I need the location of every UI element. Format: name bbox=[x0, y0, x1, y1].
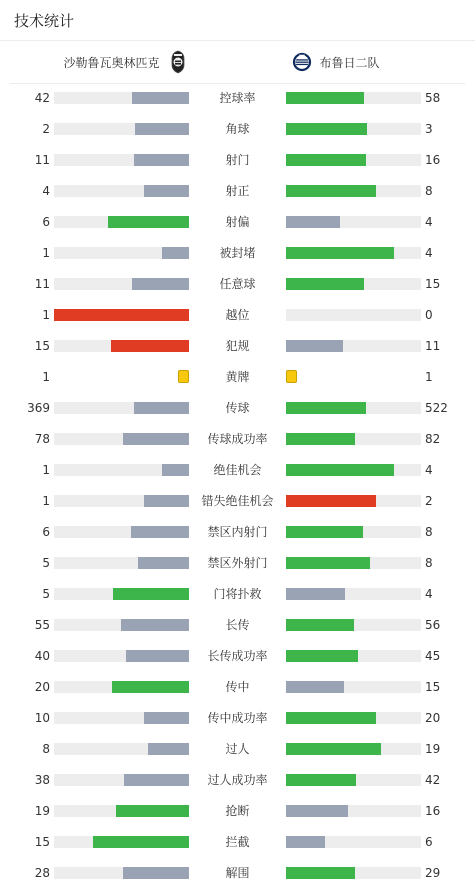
home-stat-bar-track bbox=[54, 340, 189, 352]
home-stat-value: 10 bbox=[34, 711, 50, 725]
home-stat-bar bbox=[132, 278, 189, 290]
stat-row bbox=[0, 331, 475, 362]
away-stat-bar-track bbox=[286, 92, 421, 104]
away-stat-bar-track bbox=[286, 123, 421, 135]
home-stat-bar-track bbox=[54, 805, 189, 817]
home-stat-bar bbox=[144, 712, 189, 724]
stat-label: 传中成功率 bbox=[207, 711, 268, 725]
away-stat-bar bbox=[286, 557, 370, 569]
away-stat-value: 4 bbox=[425, 463, 433, 477]
away-stat-bar bbox=[286, 340, 343, 352]
away-stat-bar-track bbox=[286, 154, 421, 166]
away-stat-value: 8 bbox=[425, 184, 433, 198]
away-team[interactable] bbox=[238, 41, 380, 83]
home-stat-bar bbox=[108, 216, 189, 228]
stat-row bbox=[0, 517, 475, 548]
stat-row bbox=[0, 827, 475, 858]
home-stat-value: 11 bbox=[34, 277, 50, 291]
away-stat-bar bbox=[286, 123, 367, 135]
away-stat-bar-track bbox=[286, 340, 421, 352]
olympic-charleroi-crest-icon bbox=[168, 49, 188, 75]
away-stat-bar-track bbox=[286, 216, 421, 228]
stat-label: 禁区外射门 bbox=[207, 556, 268, 570]
home-team[interactable] bbox=[63, 41, 237, 83]
away-stat-bar bbox=[286, 805, 348, 817]
away-stat-bar-track bbox=[286, 464, 421, 476]
stat-row bbox=[0, 858, 475, 889]
stat-row bbox=[0, 145, 475, 176]
home-stat-bar bbox=[148, 743, 189, 755]
home-stat-value: 28 bbox=[34, 866, 50, 880]
home-stat-bar bbox=[93, 836, 189, 848]
away-stat-value: 4 bbox=[425, 215, 433, 229]
away-stat-bar bbox=[286, 712, 376, 724]
stat-label: 传中 bbox=[225, 680, 250, 694]
stat-row bbox=[0, 362, 475, 393]
away-stat-bar-track bbox=[286, 867, 421, 879]
home-yellow-card-icon bbox=[178, 370, 189, 383]
away-stat-bar-track bbox=[286, 650, 421, 662]
away-stat-bar-track bbox=[286, 836, 421, 848]
stat-row bbox=[0, 765, 475, 796]
stat-label: 射门 bbox=[225, 153, 250, 167]
home-stat-value: 15 bbox=[34, 835, 50, 849]
away-stat-bar-track bbox=[286, 309, 421, 321]
home-stat-bar-track bbox=[54, 867, 189, 879]
club-brugge-crest-icon bbox=[292, 49, 312, 75]
home-stat-bar-track bbox=[54, 681, 189, 693]
stat-label: 抢断 bbox=[225, 804, 250, 818]
away-stat-value: 2 bbox=[425, 494, 433, 508]
away-stat-bar bbox=[286, 216, 340, 228]
stat-label: 黄牌 bbox=[225, 370, 250, 384]
away-stat-bar bbox=[286, 774, 356, 786]
home-stat-bar-track bbox=[54, 92, 189, 104]
home-stat-bar-track bbox=[54, 650, 189, 662]
home-stat-value: 55 bbox=[34, 618, 50, 632]
home-stat-bar bbox=[113, 588, 189, 600]
home-stat-bar bbox=[144, 185, 189, 197]
stat-label: 错失绝佳机会 bbox=[201, 494, 274, 508]
away-stat-bar-track bbox=[286, 526, 421, 538]
stat-label: 解围 bbox=[225, 866, 250, 880]
home-stat-bar-track bbox=[54, 278, 189, 290]
home-stat-bar bbox=[144, 495, 189, 507]
stat-row bbox=[0, 393, 475, 424]
home-stat-bar bbox=[126, 650, 189, 662]
away-stat-bar bbox=[286, 464, 394, 476]
away-stat-value: 58 bbox=[425, 91, 441, 105]
away-stat-value: 42 bbox=[425, 773, 441, 787]
stat-label: 传球 bbox=[225, 401, 250, 415]
away-stat-bar bbox=[286, 402, 366, 414]
stat-row bbox=[0, 703, 475, 734]
away-yellow-card-icon bbox=[286, 370, 297, 383]
home-stat-bar bbox=[116, 805, 189, 817]
stat-row bbox=[0, 269, 475, 300]
home-stat-bar bbox=[162, 464, 189, 476]
away-stat-bar-track bbox=[286, 495, 421, 507]
stat-row bbox=[0, 114, 475, 145]
away-stat-bar bbox=[286, 867, 355, 879]
away-stat-value: 82 bbox=[425, 432, 441, 446]
away-stat-value: 16 bbox=[425, 804, 441, 818]
home-stat-bar-track bbox=[54, 619, 189, 631]
away-stat-value: 11 bbox=[425, 339, 441, 353]
home-stat-bar bbox=[138, 557, 189, 569]
home-stat-bar bbox=[123, 867, 189, 879]
stat-label: 任意球 bbox=[219, 277, 256, 291]
away-stat-bar bbox=[286, 743, 381, 755]
stat-row bbox=[0, 548, 475, 579]
away-stat-bar-track bbox=[286, 557, 421, 569]
away-stat-value: 20 bbox=[425, 711, 441, 725]
home-stat-bar bbox=[111, 340, 189, 352]
stat-label: 传球成功率 bbox=[207, 432, 268, 446]
away-stat-bar-track bbox=[286, 805, 421, 817]
away-stat-bar bbox=[286, 278, 364, 290]
home-stat-bar-track bbox=[54, 216, 189, 228]
away-stat-value: 15 bbox=[425, 680, 441, 694]
stat-row bbox=[0, 455, 475, 486]
stat-row bbox=[0, 83, 475, 114]
away-stat-bar-track bbox=[286, 402, 421, 414]
away-stat-bar-track bbox=[286, 681, 421, 693]
stat-row bbox=[0, 672, 475, 703]
stat-label: 犯规 bbox=[225, 339, 250, 353]
stats-header bbox=[0, 0, 475, 41]
home-stat-value: 6 bbox=[42, 525, 50, 539]
away-stat-value: 522 bbox=[425, 401, 448, 415]
away-stat-bar-track bbox=[286, 619, 421, 631]
home-stat-bar bbox=[121, 619, 189, 631]
stat-label: 拦截 bbox=[225, 835, 250, 849]
away-stat-value: 29 bbox=[425, 866, 441, 880]
home-stat-bar-track bbox=[54, 557, 189, 569]
home-stat-bar bbox=[54, 309, 189, 321]
away-stat-value: 15 bbox=[425, 277, 441, 291]
stat-label: 长传成功率 bbox=[207, 649, 268, 663]
stat-label: 过人成功率 bbox=[207, 773, 268, 787]
stat-label: 被封堵 bbox=[219, 246, 256, 260]
away-stat-bar-track bbox=[286, 743, 421, 755]
stat-row bbox=[0, 486, 475, 517]
home-stat-bar-track bbox=[54, 712, 189, 724]
away-stat-value: 45 bbox=[425, 649, 441, 663]
away-stat-bar bbox=[286, 92, 364, 104]
away-stat-value: 19 bbox=[425, 742, 441, 756]
stat-row bbox=[0, 207, 475, 238]
home-stat-value: 4 bbox=[42, 184, 50, 198]
home-stat-bar-track bbox=[54, 433, 189, 445]
away-stat-value: 1 bbox=[425, 370, 433, 384]
home-stat-bar-track bbox=[54, 402, 189, 414]
away-stat-bar bbox=[286, 681, 344, 693]
home-stat-value: 38 bbox=[34, 773, 50, 787]
home-stat-value: 1 bbox=[42, 494, 50, 508]
away-stat-value: 16 bbox=[425, 153, 441, 167]
stat-label: 角球 bbox=[225, 122, 250, 136]
away-stat-bar bbox=[286, 495, 376, 507]
home-stat-bar-track bbox=[54, 774, 189, 786]
away-stat-bar bbox=[286, 247, 394, 259]
stat-row bbox=[0, 641, 475, 672]
stat-row bbox=[0, 424, 475, 455]
stat-label: 射偏 bbox=[225, 215, 250, 229]
stat-row bbox=[0, 796, 475, 827]
home-stat-value: 42 bbox=[34, 91, 50, 105]
stat-row bbox=[0, 579, 475, 610]
home-stat-value: 78 bbox=[34, 432, 50, 446]
home-stat-value: 19 bbox=[34, 804, 50, 818]
away-stat-value: 56 bbox=[425, 618, 441, 632]
home-stat-bar-track bbox=[54, 247, 189, 259]
home-stat-bar-track bbox=[54, 464, 189, 476]
away-stat-value: 0 bbox=[425, 308, 433, 322]
stat-label: 绝佳机会 bbox=[213, 463, 262, 477]
home-stat-bar-track bbox=[54, 743, 189, 755]
home-stat-bar bbox=[124, 774, 189, 786]
home-stat-bar-track bbox=[54, 154, 189, 166]
home-stat-value: 5 bbox=[42, 556, 50, 570]
stat-label: 越位 bbox=[225, 308, 250, 322]
stat-row bbox=[0, 610, 475, 641]
home-stat-value: 1 bbox=[42, 308, 50, 322]
home-stat-value: 8 bbox=[42, 742, 50, 756]
home-stat-bar bbox=[131, 526, 189, 538]
home-stat-bar bbox=[134, 154, 189, 166]
home-stat-value: 11 bbox=[34, 153, 50, 167]
away-stat-bar bbox=[286, 619, 354, 631]
home-stat-bar bbox=[132, 92, 189, 104]
away-stat-bar bbox=[286, 433, 355, 445]
away-stat-bar bbox=[286, 185, 376, 197]
stat-label: 控球率 bbox=[219, 91, 256, 105]
stat-label: 过人 bbox=[225, 742, 250, 756]
away-team-name: 布鲁日二队 bbox=[319, 55, 380, 70]
home-stat-bar-track bbox=[54, 495, 189, 507]
home-stat-bar bbox=[162, 247, 189, 259]
home-stat-bar-track bbox=[54, 309, 189, 321]
away-stat-bar bbox=[286, 836, 325, 848]
home-team-name: 沙勒鲁瓦奥林匹克 bbox=[63, 55, 160, 70]
teams-row bbox=[10, 41, 465, 84]
stat-row bbox=[0, 734, 475, 765]
home-stat-bar bbox=[134, 402, 189, 414]
away-stat-bar-track bbox=[286, 433, 421, 445]
away-stat-bar-track bbox=[286, 278, 421, 290]
home-stat-value: 40 bbox=[34, 649, 50, 663]
away-stat-value: 4 bbox=[425, 587, 433, 601]
home-stat-bar bbox=[112, 681, 189, 693]
stat-label: 禁区内射门 bbox=[207, 525, 268, 539]
home-stat-bar-track bbox=[54, 185, 189, 197]
away-stat-value: 3 bbox=[425, 122, 433, 136]
away-stat-bar-track bbox=[286, 588, 421, 600]
home-stat-bar-track bbox=[54, 123, 189, 135]
away-stat-bar-track bbox=[286, 247, 421, 259]
away-stat-value: 8 bbox=[425, 556, 433, 570]
away-stat-bar-track bbox=[286, 774, 421, 786]
away-stat-value: 4 bbox=[425, 246, 433, 260]
home-stat-value: 5 bbox=[42, 587, 50, 601]
away-stat-bar bbox=[286, 588, 345, 600]
home-stat-value: 1 bbox=[42, 246, 50, 260]
stat-row bbox=[0, 300, 475, 331]
stat-row bbox=[0, 176, 475, 207]
home-stat-value: 369 bbox=[27, 401, 50, 415]
stat-label: 射正 bbox=[225, 184, 250, 198]
away-stat-bar-track bbox=[286, 185, 421, 197]
away-stat-bar bbox=[286, 650, 358, 662]
home-stat-bar-track bbox=[54, 588, 189, 600]
stat-label: 门将扑救 bbox=[213, 587, 262, 601]
home-stat-value: 1 bbox=[42, 370, 50, 384]
away-stat-value: 6 bbox=[425, 835, 433, 849]
away-stat-bar bbox=[286, 154, 366, 166]
away-stat-bar bbox=[286, 526, 363, 538]
home-stat-bar-track bbox=[54, 526, 189, 538]
home-stat-value: 1 bbox=[42, 463, 50, 477]
home-stat-bar-track bbox=[54, 836, 189, 848]
page-title: 技术统计 bbox=[14, 12, 75, 30]
home-stat-bar bbox=[135, 123, 189, 135]
away-stat-value: 8 bbox=[425, 525, 433, 539]
home-stat-value: 15 bbox=[34, 339, 50, 353]
home-stat-value: 2 bbox=[42, 122, 50, 136]
home-stat-bar bbox=[123, 433, 189, 445]
stat-label: 长传 bbox=[225, 618, 250, 632]
home-stat-value: 6 bbox=[42, 215, 50, 229]
home-stat-value: 20 bbox=[34, 680, 50, 694]
stat-row bbox=[0, 238, 475, 269]
away-stat-bar-track bbox=[286, 712, 421, 724]
